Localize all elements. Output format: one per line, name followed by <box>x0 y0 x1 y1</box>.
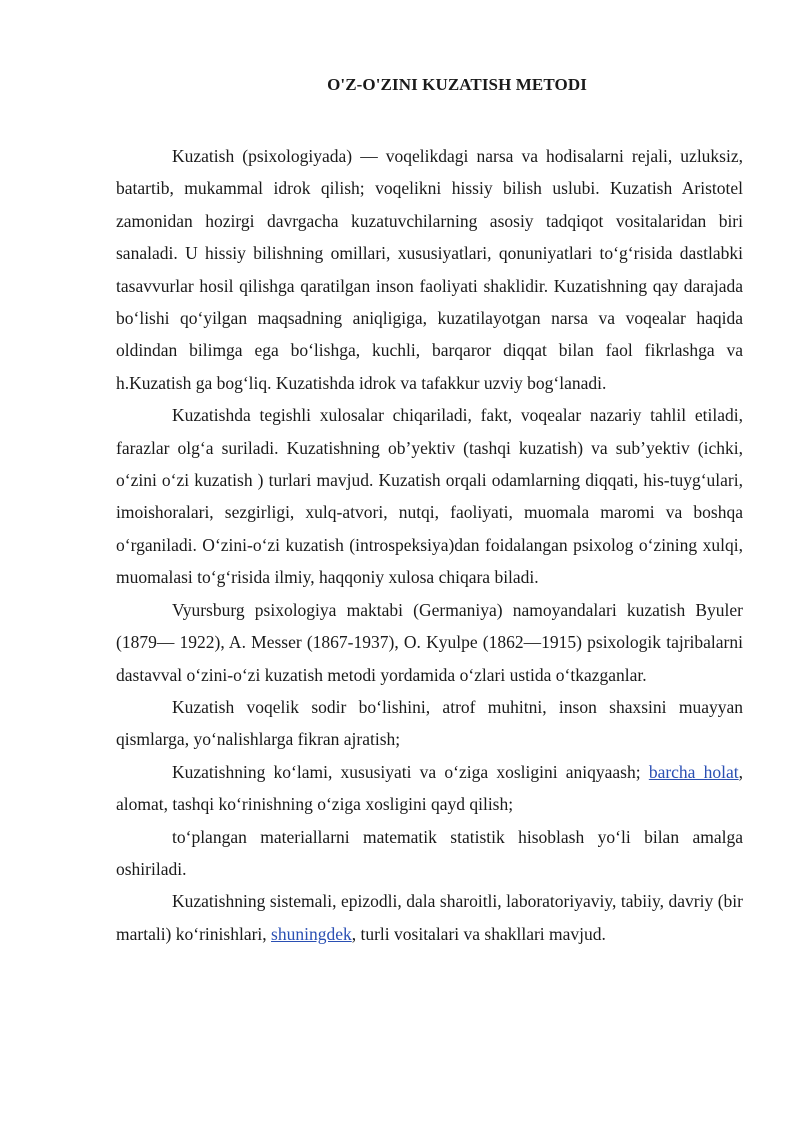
paragraph-5-text-before: Kuzatishning ko‘lami, xususiyati va o‘ziga xosligini aniqyaash; <box>172 761 649 782</box>
paragraph-5-text-after: , alomat, tashqi ko‘rinishning o‘ziga xosligini qayd qilish; <box>116 761 744 815</box>
document-body <box>116 140 743 950</box>
barcha-holat-link[interactable]: barcha holat <box>648 761 739 782</box>
paragraph-1: Kuzatish (psixologiyada) — voqelikdagi narsa va hodisalarni rejali, uzluksiz, batartib, mukammal idrok qilish; voqelikni hissiy bilish uslubi. Kuzatish Aristotel zamonidan hozirgi davrgacha kuzatuvchilarning asosiy tadqiqot vositalaridan biri sanaladi. U hissiy bilishning omillari, xususiyatlari, qonuniyatlari to‘g‘risida dastlabki tasavvurlar hosil qilishga qaratilgan inson faoliyati shaklidir. Kuzatishning qay darajada bo‘lishi qo‘yilgan maqsadning aniqligiga, kuzatilayotgan narsa va voqealar haqida oldindan bilimga ega bo‘lishga, kuchli, barqaror diqqat bilan faol fikrlashga va h.Kuzatish ga bog‘liq. Kuzatishda idrok va tafakkur uzviy bog‘lanadi. <box>116 146 743 393</box>
shuningdek-link[interactable]: shuningdek <box>271 923 352 944</box>
paragraph-7 <box>116 885 743 950</box>
paragraph-4: Kuzatish voqelik sodir bo‘lishini, atrof muhitni, inson shaxsini muayyan qismlarga, yo‘nalishlarga fikran ajratish; <box>116 696 743 750</box>
paragraph-7-text-before: Kuzatishning sistemali, epizodli, dala sharoitli, laboratoriyaviy, tabiiy, davriy (bir martali) ko‘rinishlari, <box>116 891 743 944</box>
paragraph-2: Kuzatishda tegishli xulosalar chiqariladi, fakt, voqealar nazariy tahlil etiladi, farazlar olg‘a suriladi. Kuzatishning ob’yektiv (tashqi kuzatish) va sub’yektiv (ichki, o‘zini o‘zi kuzatish ) turlari mavjud. Kuzatish orqali odamlarning diqqati, his-tuyg‘ulari, imoishoralari, sezgirligi, xulq-atvori, nutqi, faoliyati, muomala maromi va boshqa o‘rganiladi. O‘zini-o‘zi kuzatish (introspeksiya)dan foidalangan psixolog o‘zining xulqi, muomalasi to‘g‘risida ilmiy, haqqoniy xulosa chiqara biladi. <box>116 405 743 588</box>
paragraph-6: to‘plangan materiallarni matematik statistik hisoblash yo‘li bilan amalga oshiriladi. <box>116 826 743 879</box>
paragraph-3: Vyursburg psixologiya maktabi (Germaniya) namoyandalari kuzatish Byuler (1879— 1922), A. Messer (1867-1937), O. Kyulpe (1862—1915) psixologik tajribalarni dastavval o‘zini-o‘zi kuzatish metodi yordamida o‘zlari ustida o‘tkazganlar. <box>116 599 743 685</box>
paragraph-5 <box>116 756 743 821</box>
document-title: O'Z-O'ZINI KUZATISH METODI <box>327 75 587 94</box>
paragraph-7-text-after: , turli vositalari va shakllari mavjud. <box>351 923 606 944</box>
